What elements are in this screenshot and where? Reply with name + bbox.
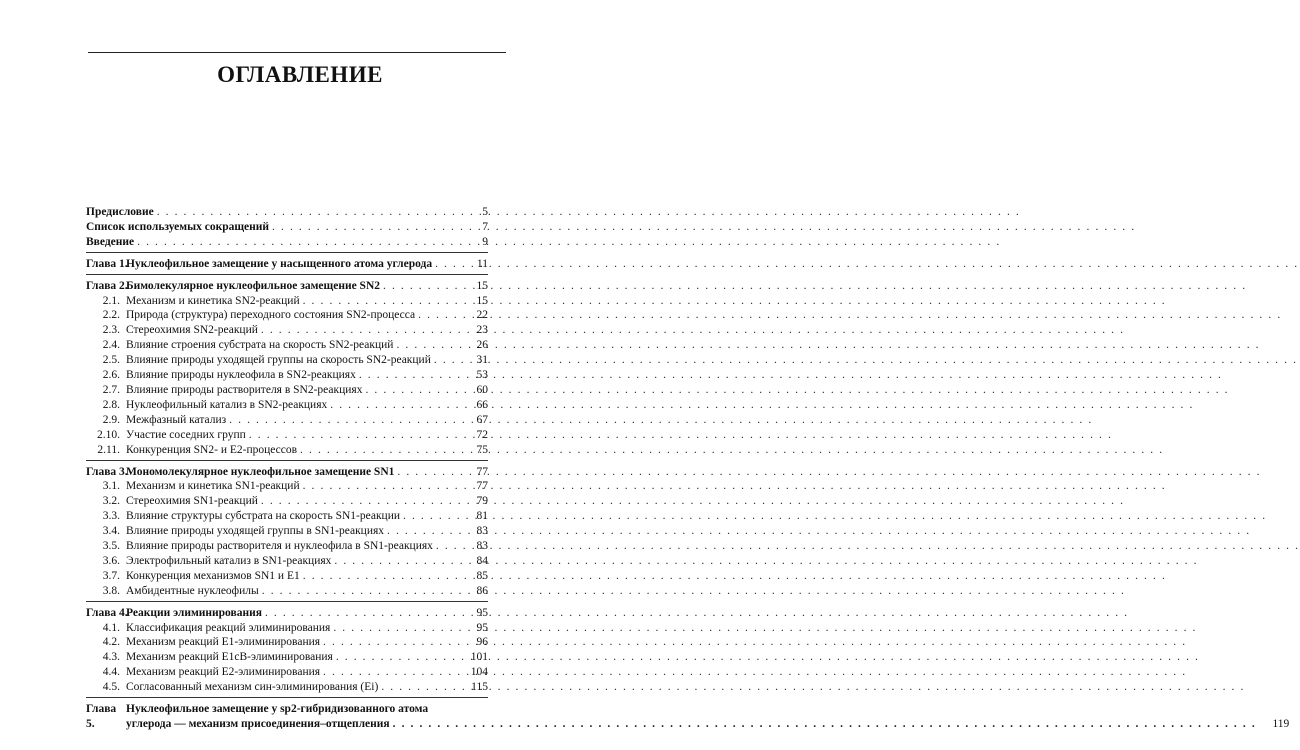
chapter-number: Глава 5. bbox=[86, 703, 117, 730]
entry-number: 3.8. bbox=[102, 584, 120, 597]
entry-title: Предисловие bbox=[86, 206, 154, 218]
dot-leader bbox=[365, 383, 455, 398]
entry-title: Введение bbox=[86, 235, 135, 248]
entry-number: 3.7. bbox=[102, 569, 120, 582]
entry-number: 4.3. bbox=[102, 651, 120, 664]
page-number: 84 bbox=[476, 554, 488, 567]
entry-number: 2.9. bbox=[102, 413, 120, 426]
dot-leader bbox=[359, 368, 455, 383]
page-number: 60 bbox=[476, 383, 488, 396]
toc-section[interactable] bbox=[86, 383, 488, 398]
dot-leader bbox=[262, 584, 455, 599]
page-number: 22 bbox=[476, 309, 488, 322]
dot-leader bbox=[137, 235, 455, 250]
dot-leader bbox=[336, 650, 455, 665]
entry-number: 2.8. bbox=[102, 398, 120, 411]
page-number: 85 bbox=[476, 569, 488, 582]
page-number: 79 bbox=[476, 495, 488, 508]
dot-leader bbox=[330, 398, 455, 413]
entry-title: Реакции элиминирования bbox=[126, 606, 262, 619]
separator bbox=[86, 274, 488, 275]
dot-leader bbox=[435, 257, 455, 272]
page-number: 7 bbox=[482, 220, 488, 233]
toc-section[interactable] bbox=[86, 413, 488, 428]
toc-section[interactable] bbox=[86, 524, 488, 539]
entry-number: 4.2. bbox=[102, 636, 120, 649]
toc-section[interactable] bbox=[86, 584, 488, 599]
page-title: ОГЛАВЛЕНИЕ bbox=[217, 62, 383, 87]
dot-leader bbox=[261, 323, 455, 338]
dot-leader bbox=[157, 205, 455, 220]
page-number: 104 bbox=[470, 666, 488, 679]
entry-title: Электрофильный катализ в SN1-реакциях bbox=[126, 554, 332, 567]
entry-number: 2.2. bbox=[102, 309, 120, 322]
dot-leader bbox=[381, 680, 455, 695]
page-number: 15 bbox=[476, 294, 488, 307]
page-number: 5 bbox=[482, 206, 488, 218]
entry-number: 2.10. bbox=[97, 428, 120, 441]
page-number: 67 bbox=[476, 413, 488, 426]
dot-leader bbox=[333, 621, 455, 636]
entry-title: Стереохимия SN2-реакций bbox=[126, 324, 258, 337]
page-number: 115 bbox=[471, 681, 488, 694]
dot-leader bbox=[300, 443, 455, 458]
entry-title: Классификация реакций элиминирования bbox=[126, 621, 331, 634]
dot-leader bbox=[418, 308, 455, 323]
entry-title: Влияние природы растворителя в SN2-реакциях bbox=[126, 383, 363, 396]
page-number: 101 bbox=[470, 651, 488, 664]
dot-leader bbox=[396, 338, 455, 353]
page-number: 83 bbox=[476, 525, 488, 538]
chapter-title-line-1: Нуклеофильное замещение у sp2-гибридизованного атома bbox=[126, 703, 429, 716]
toc-section[interactable] bbox=[86, 554, 488, 569]
separator bbox=[86, 601, 488, 602]
top-rule bbox=[88, 52, 506, 53]
toc-section[interactable] bbox=[86, 509, 488, 524]
dot-leader bbox=[436, 539, 455, 554]
page-number: 77 bbox=[476, 480, 488, 493]
separator bbox=[86, 697, 488, 698]
entry-title: Природа (структура) переходного состояния SN2-процесса bbox=[126, 309, 416, 322]
entry-number: 3.5. bbox=[102, 540, 120, 553]
dot-leader bbox=[272, 220, 455, 235]
entry-title: Влияние строения субстрата на скорость SN2-реакций bbox=[126, 339, 394, 352]
toc-front-item[interactable] bbox=[86, 235, 488, 250]
entry-number: 3.6. bbox=[102, 554, 120, 567]
toc-section[interactable] bbox=[86, 665, 488, 680]
entry-number: 3.4. bbox=[102, 525, 120, 538]
toc-section[interactable] bbox=[86, 569, 488, 584]
entry-title: Стереохимия SN1-реакций bbox=[126, 495, 258, 508]
dot-leader bbox=[249, 428, 455, 443]
toc-section[interactable] bbox=[86, 650, 488, 665]
toc-section[interactable] bbox=[86, 539, 488, 554]
dot-leader bbox=[229, 413, 455, 428]
entry-title: Механизм и кинетика SN2-реакций bbox=[126, 294, 300, 307]
dot-leader bbox=[383, 279, 455, 294]
toc-section[interactable] bbox=[86, 680, 488, 695]
front-matter bbox=[86, 205, 488, 250]
dot-leader bbox=[434, 353, 455, 368]
page-number: 77 bbox=[476, 465, 488, 478]
page-number: 31 bbox=[476, 354, 488, 367]
chapter-title-line-2: углерода — механизм присоединения–отщепления bbox=[126, 718, 390, 730]
page-number: 11 bbox=[476, 257, 488, 270]
toc-chapter[interactable] bbox=[86, 279, 488, 294]
entry-title: Конкуренция механизмов SN1 и E1 bbox=[126, 569, 300, 582]
page-number: 119 bbox=[1272, 718, 1290, 730]
entry-number: 2.7. bbox=[102, 383, 120, 396]
entry-number: 3.1. bbox=[102, 480, 120, 493]
entry-title: Нуклеофильное замещение у насыщенного атома углерода bbox=[126, 257, 433, 270]
dot-leader bbox=[323, 635, 455, 650]
toc-section[interactable] bbox=[86, 338, 488, 353]
toc-chapter-5[interactable] bbox=[86, 702, 1290, 732]
entry-number: 4.1. bbox=[102, 621, 120, 634]
entry-number: Глава 2. bbox=[86, 279, 128, 292]
toc-chapter[interactable] bbox=[86, 465, 488, 480]
separator bbox=[86, 252, 488, 253]
toc-section[interactable] bbox=[86, 353, 488, 368]
entry-number: Глава 4. bbox=[86, 606, 128, 619]
dot-leader bbox=[397, 465, 455, 480]
dot-leader bbox=[261, 494, 455, 509]
entry-number: 2.4. bbox=[102, 339, 120, 352]
entry-title: Согласованный механизм син-элиминирования (Ei) bbox=[126, 681, 379, 694]
entry-number: Глава 1. bbox=[86, 257, 128, 270]
entry-title: Список используемых сокращений bbox=[86, 220, 270, 233]
entry-title: Амбидентные нуклеофилы bbox=[126, 584, 259, 597]
entry-number: 3.3. bbox=[102, 510, 120, 523]
toc-section[interactable] bbox=[86, 368, 488, 383]
page-number: 53 bbox=[476, 369, 488, 382]
toc-section[interactable] bbox=[86, 323, 488, 338]
toc-section[interactable] bbox=[86, 494, 488, 509]
dot-leader bbox=[393, 717, 1257, 732]
chapters-list bbox=[86, 252, 488, 695]
page-number: 66 bbox=[476, 398, 488, 411]
entry-title: Мономолекулярное нуклеофильное замещение SN1 bbox=[126, 465, 395, 478]
entry-title: Механизм реакций E2-элиминирования bbox=[126, 666, 321, 679]
toc-front-item[interactable] bbox=[86, 205, 488, 220]
entry-title: Влияние природы уходящей группы на скорость SN2-реакций bbox=[126, 354, 431, 367]
table-of-contents bbox=[86, 205, 1290, 732]
entry-title: Механизм реакций E1cB-элиминирования bbox=[126, 651, 333, 664]
page-number: 9 bbox=[482, 235, 488, 248]
dot-leader bbox=[403, 509, 455, 524]
toc-section[interactable] bbox=[86, 308, 488, 323]
entry-number: 2.5. bbox=[102, 354, 120, 367]
entry-number: 3.2. bbox=[102, 495, 120, 508]
dot-leader bbox=[387, 524, 455, 539]
dot-leader bbox=[303, 569, 455, 584]
page-number: 23 bbox=[476, 324, 488, 337]
entry-title: Участие соседних групп bbox=[126, 428, 246, 441]
entry-number: 2.11. bbox=[97, 443, 120, 456]
toc-section[interactable] bbox=[86, 398, 488, 413]
page-number: 83 bbox=[476, 540, 488, 553]
page-number: 95 bbox=[476, 621, 488, 634]
entry-title: Механизм и кинетика SN1-реакций bbox=[126, 480, 300, 493]
dot-leader bbox=[323, 665, 455, 680]
toc-section[interactable] bbox=[86, 621, 488, 636]
dot-leader bbox=[303, 294, 455, 309]
separator bbox=[86, 460, 488, 461]
toc-section[interactable] bbox=[86, 443, 488, 458]
entry-title: Влияние природы нуклеофила в SN2-реакциях bbox=[126, 369, 356, 382]
page-number: 26 bbox=[476, 339, 488, 352]
toc-chapter[interactable] bbox=[86, 257, 488, 272]
entry-title: Влияние природы растворителя и нуклеофила в SN1-реакциях bbox=[126, 540, 433, 553]
entry-number: 2.1. bbox=[102, 294, 120, 307]
entry-title: Влияние структуры субстрата на скорость SN1-реакции bbox=[126, 510, 401, 523]
toc-front-item[interactable] bbox=[86, 220, 488, 235]
page-number: 72 bbox=[476, 428, 488, 441]
page-number: 15 bbox=[476, 279, 488, 292]
entry-title: Влияние природы уходящей группы в SN1-реакциях bbox=[126, 525, 385, 538]
page-number: 95 bbox=[476, 606, 488, 619]
entry-title: Конкуренция SN2- и E2-процессов bbox=[126, 443, 298, 456]
toc-section[interactable] bbox=[86, 635, 488, 650]
entry-title: Механизм реакций E1-элиминирования bbox=[126, 636, 321, 649]
dot-leader bbox=[303, 479, 455, 494]
entry-number: 2.3. bbox=[102, 324, 120, 337]
entry-title: Нуклеофильный катализ в SN2-реакциях bbox=[126, 398, 328, 411]
entry-number: 4.4. bbox=[102, 666, 120, 679]
entry-number: 4.5. bbox=[102, 681, 120, 694]
toc-section[interactable] bbox=[86, 428, 488, 443]
dot-leader bbox=[265, 606, 455, 621]
entry-title: Межфазный катализ bbox=[126, 413, 227, 426]
page-number: 81 bbox=[476, 510, 488, 523]
page-number: 96 bbox=[476, 636, 488, 649]
entry-number: Глава 3. bbox=[86, 465, 128, 478]
toc-chapter[interactable] bbox=[86, 606, 488, 621]
toc-section[interactable] bbox=[86, 294, 488, 309]
page-number: 86 bbox=[476, 584, 488, 597]
page-number: 75 bbox=[476, 443, 488, 456]
entry-number: 2.6. bbox=[102, 369, 120, 382]
entry-title: Бимолекулярное нуклеофильное замещение SN2 bbox=[126, 279, 380, 292]
dot-leader bbox=[334, 554, 455, 569]
toc-section[interactable] bbox=[86, 479, 488, 494]
